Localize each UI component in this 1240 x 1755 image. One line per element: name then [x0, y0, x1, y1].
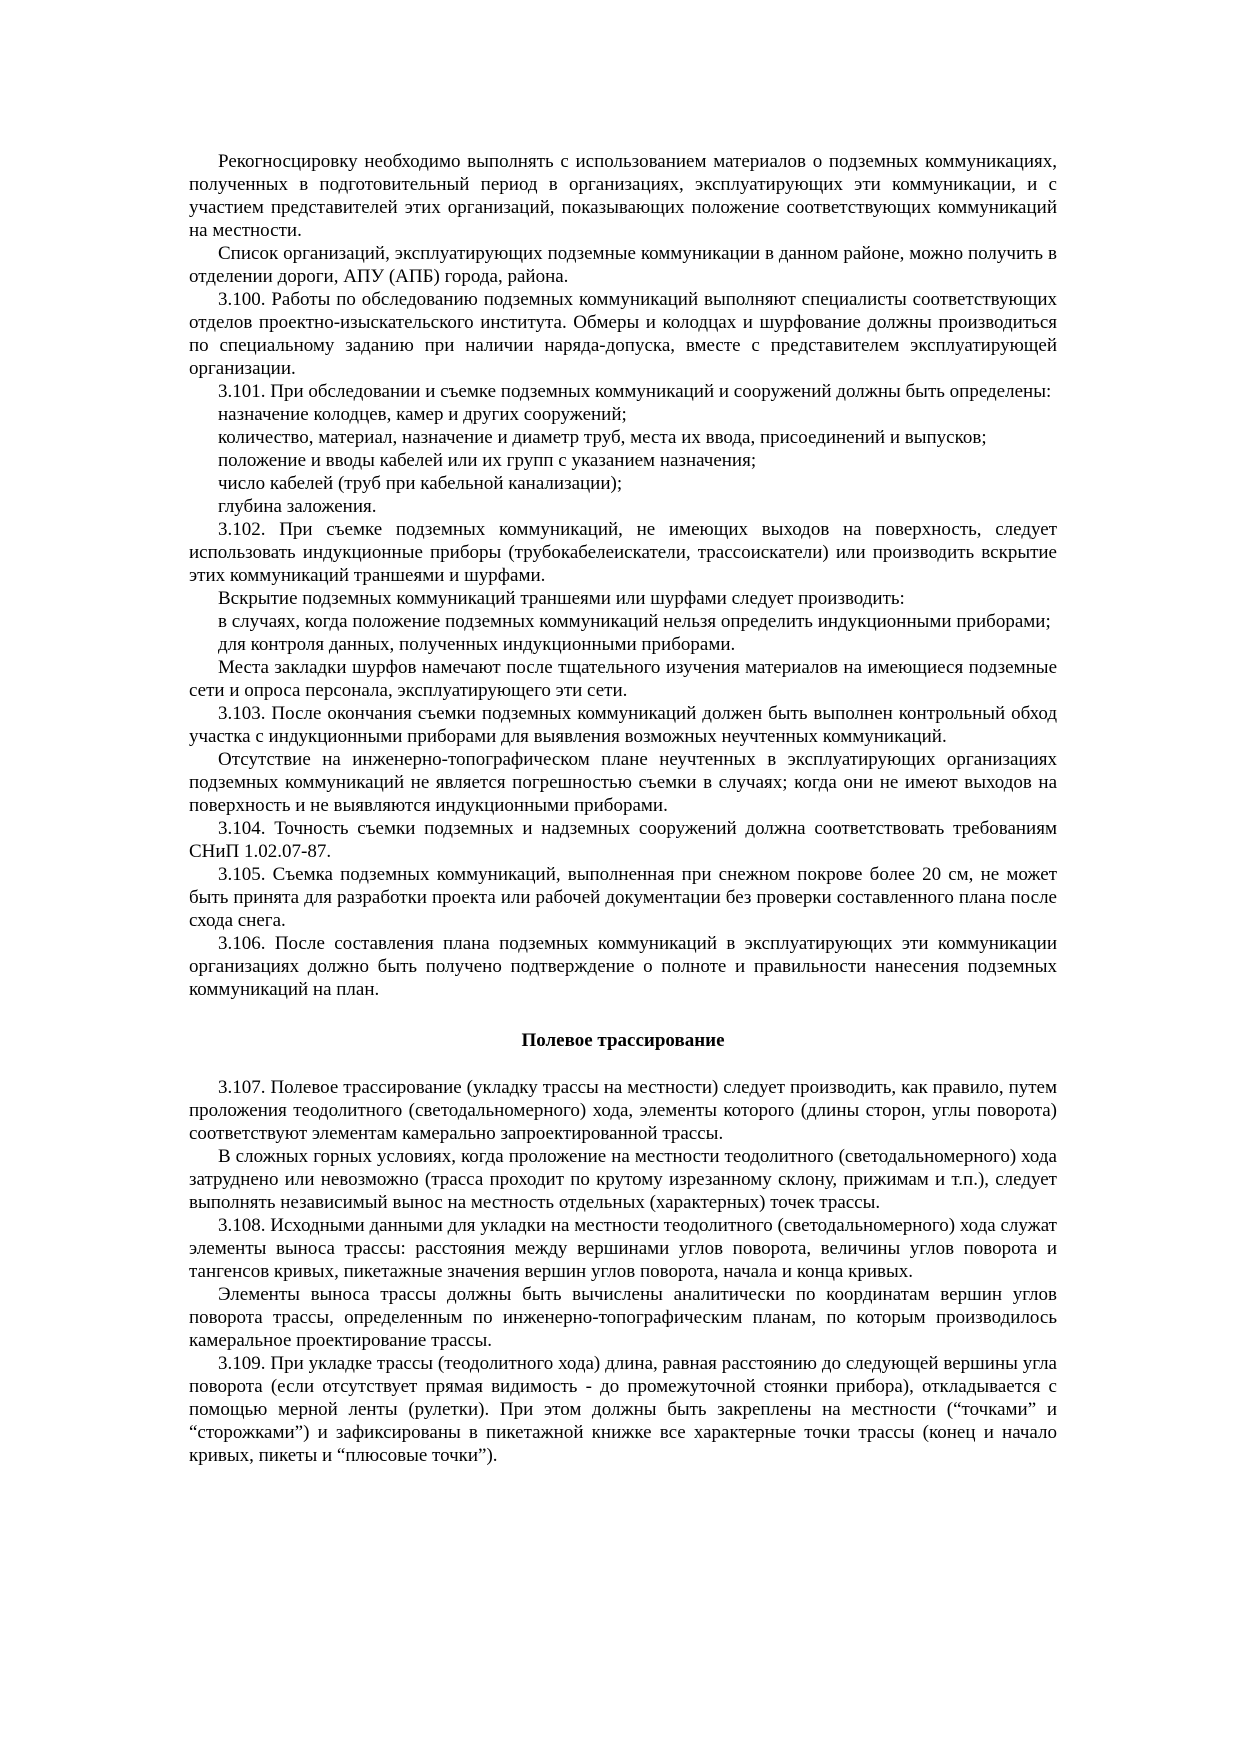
paragraph-organizations-list: Список организаций, эксплуатирующих подземные коммуникации в данном районе, можно получить в отделении дороги, АПУ (АПБ) города, района. [189, 243, 1057, 287]
list-item-pipes: количество, материал, назначение и диаметр труб, места их ввода, присоединений и выпусков; [218, 427, 987, 448]
paragraph-3-108: 3.108. Исходными данными для укладки на местности теодолитного (светодальномерного) хода служат элементы выноса трассы: расстояния между вершинами углов поворота, величины углов поворота и тангенсов кривых, пикетажные значения вершин углов поворота, начала и конца кривых. [189, 1215, 1057, 1282]
paragraph-reconnaissance: Рекогносцировку необходимо выполнять с использованием материалов о подземных коммуникациях, полученных в подготовительный период в организациях, эксплуатирующих эти коммуникации, и с участием представителей этих организаций, показывающих положение соответствующих коммуникаций на местности. [189, 151, 1057, 241]
section-heading-field-tracing: Полевое трассирование [521, 1030, 725, 1051]
list-item-cables-position: положение и вводы кабелей или их групп с указанием назначения; [218, 450, 757, 471]
paragraph-3-107: 3.107. Полевое трассирование (укладку трассы на местности) следует производить, как правило, путем проложения теодолитного (светодальномерного) хода, элементы которого (длины сторон, углы поворота) соответствуют элементам камерально запроектированной трассы. [189, 1077, 1057, 1144]
paragraph-3-101: 3.101. При обследовании и съемке подземных коммуникаций и сооружений должны быть определены: [218, 381, 1052, 402]
list-item-control: для контроля данных, полученных индукционными приборами. [218, 634, 736, 655]
list-item-depth: глубина заложения. [218, 496, 377, 517]
list-item-cannot-determine: в случаях, когда положение подземных коммуникаций нельзя определить индукционными приборами; [218, 611, 1051, 632]
document-page [189, 150, 1057, 1467]
paragraph-3-100: 3.100. Работы по обследованию подземных коммуникаций выполняют специалисты соответствующих отделов проектно-изыскательского института. Обмеры и колодцах и шурфование должны производиться по специальному заданию при наличии наряда-допуска, вместе с представителем эксплуатирующей организации. [189, 289, 1057, 379]
list-item-cables-count: число кабелей (труб при кабельной канализации); [218, 473, 623, 494]
paragraph-pit-locations: Места закладки шурфов намечают после тщательного изучения материалов на имеющиеся подземные сети и опроса персонала, эксплуатирующего эти сети. [189, 657, 1057, 701]
paragraph-absence-on-plan: Отсутствие на инженерно-топографическом плане неучтенных в эксплуатирующих организациях подземных коммуникаций не является погрешностью съемки в случаях; когда они не имеют выходов на поверхность и не выявляются индукционными приборами. [189, 749, 1057, 816]
paragraph-3-103: 3.103. После окончания съемки подземных коммуникаций должен быть выполнен контрольный обход участка с индукционными приборами для выявления возможных неучтенных коммуникаций. [189, 703, 1057, 747]
paragraph-opening-trenches: Вскрытие подземных коммуникаций траншеями или шурфами следует производить: [218, 588, 905, 609]
paragraph-3-104: 3.104. Точность съемки подземных и надземных сооружений должна соответствовать требованиям СНиП 1.02.07-87. [189, 818, 1057, 862]
paragraph-3-106: 3.106. После составления плана подземных коммуникаций в эксплуатирующих эти коммуникации организациях должно быть получено подтверждение о полноте и правильности нанесения подземных коммуникаций на план. [189, 933, 1057, 1000]
paragraph-3-102: 3.102. При съемке подземных коммуникаций, не имеющих выходов на поверхность, следует использовать индукционные приборы (трубокабелеискатели, трассоискатели) или производить вскрытие этих коммуникаций траншеями и шурфами. [189, 519, 1057, 586]
paragraph-route-elements: Элементы выноса трассы должны быть вычислены аналитически по координатам вершин углов поворота трассы, определенным по инженерно-топографическим планам, по которым производилось камеральное проектирование трассы. [189, 1284, 1057, 1351]
paragraph-3-109: 3.109. При укладке трассы (теодолитного хода) длина, равная расстоянию до следующей вершины угла поворота (если отсутствует прямая видимость - до промежуточной стоянки прибора), откладывается с помощью мерной ленты (рулетки). При этом должны быть закреплены на местности (“точками” и “сторожками”) и зафиксированы в пикетажной книжке все характерные точки трассы (конец и начало кривых, пикеты и “плюсовые точки”). [189, 1353, 1057, 1466]
paragraph-mountain-conditions: В сложных горных условиях, когда проложение на местности теодолитного (светодальномерного) хода затруднено или невозможно (трасса проходит по крутому изрезанному склону, прижимам и т.п.), следует выполнять независимый вынос на местность отдельных (характерных) точек трассы. [189, 1146, 1057, 1213]
list-item-wells-purpose: назначение колодцев, камер и других сооружений; [218, 404, 627, 425]
paragraph-3-105: 3.105. Съемка подземных коммуникаций, выполненная при снежном покрове более 20 см, не может быть принята для разработки проекта или рабочей документации без проверки составленного плана после схода снега. [189, 864, 1057, 931]
